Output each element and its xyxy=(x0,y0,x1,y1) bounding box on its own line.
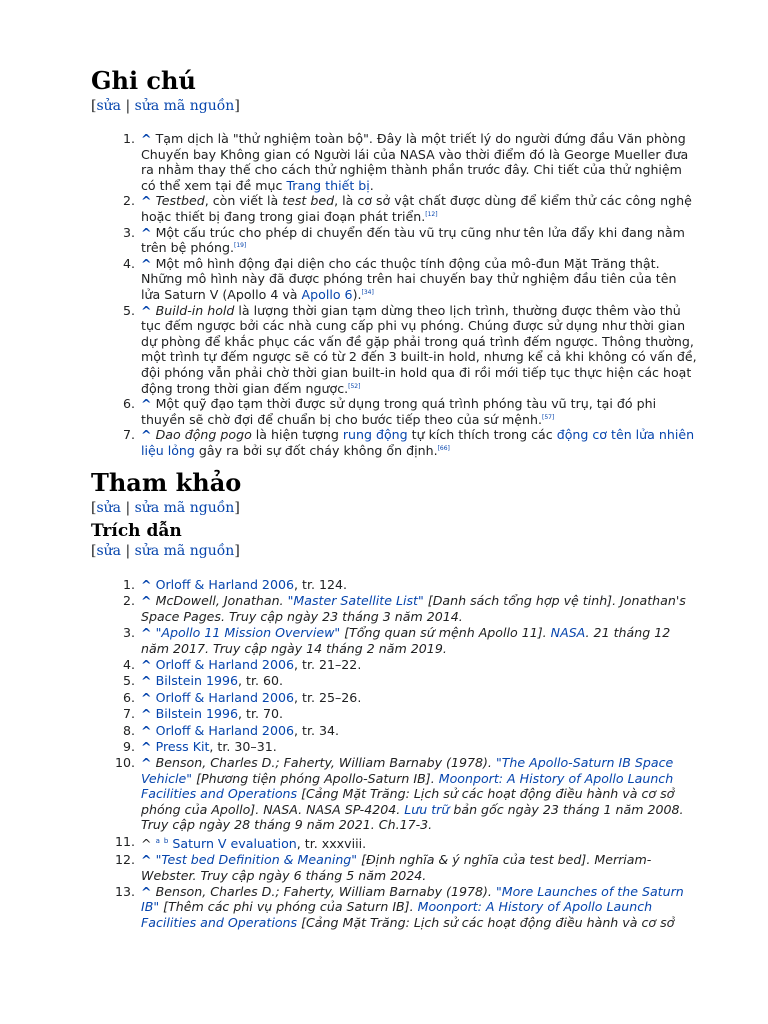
citation-item xyxy=(114,852,697,883)
citation-link[interactable]: Bilstein 1996 xyxy=(155,706,238,722)
citation-item xyxy=(122,657,697,673)
note-text: ). xyxy=(352,286,362,302)
citation-text: , tr. xxxviii. xyxy=(296,835,367,851)
note-number: 2. xyxy=(122,193,135,209)
note-term: Dao động pogo xyxy=(155,427,252,443)
citation-link[interactable]: "Apollo 11 Mission Overview" xyxy=(155,625,341,641)
backlink-a[interactable]: a xyxy=(155,836,160,845)
citation-number: 7. xyxy=(122,706,135,722)
note-item xyxy=(122,255,697,303)
edit-source-link[interactable]: sửa mã nguồn xyxy=(134,543,235,559)
note-text: , là cơ sở vật chất được dùng để kiểm thử các công nghệ hoặc thiết bị đang trong giai đoạn phát triển. xyxy=(141,193,692,224)
note-number: 3. xyxy=(122,224,135,240)
edit-source-link[interactable]: sửa mã nguồn xyxy=(134,500,235,516)
citation-link[interactable]: "Test bed Definition & Meaning" xyxy=(155,852,358,868)
backlink-caret[interactable]: ^ xyxy=(141,657,152,673)
note-text: . xyxy=(369,177,374,193)
backlink-caret[interactable]: ^ xyxy=(141,131,152,146)
note-term: test bed xyxy=(282,193,335,209)
edit-link[interactable]: sửa xyxy=(96,543,122,559)
citation-number: 1. xyxy=(122,577,135,592)
citation-text: . 21 tháng 12 năm 2017. Truy cập ngày 14 tháng 2 năm 2019. xyxy=(141,625,671,656)
citations-edit-links: [sửa | sửa mã nguồn] xyxy=(91,543,240,559)
citation-item xyxy=(114,755,697,833)
note-item xyxy=(122,224,697,256)
citation-author: McDowell, Jonathan. xyxy=(155,593,288,609)
notes-heading: Ghi chú xyxy=(91,66,196,95)
note-number: 4. xyxy=(122,255,135,271)
citation-text: , tr. 21–22. xyxy=(294,657,362,673)
citation-text: , tr. 25–26. xyxy=(294,689,362,705)
citation-text: [Định nghĩa & ý nghĩa của test bed]. Merriam-Webster. Truy cập ngày 6 tháng 5 năm 2024. xyxy=(141,852,652,883)
backlink-caret[interactable]: ^ xyxy=(141,689,152,705)
note-text: , còn viết là xyxy=(204,193,283,209)
citation-item xyxy=(122,625,697,656)
citation-text: bản gốc ngày 23 tháng 1 năm 2008. Truy cập ngày 28 tháng 9 năm 2021. Ch.17-3. xyxy=(141,801,684,833)
reference-marker[interactable]: [19] xyxy=(233,241,247,249)
citation-number: 10. xyxy=(114,755,135,771)
citation-link[interactable]: Saturn V evaluation xyxy=(172,835,297,851)
citation-text: [Phương tiện phóng Apollo-Saturn IB]. xyxy=(192,770,439,786)
citation-text: , tr. 30–31. xyxy=(209,739,277,755)
citation-number: 5. xyxy=(122,673,135,689)
note-term: Build-in hold xyxy=(155,302,235,318)
references-heading: Tham khảo xyxy=(91,468,242,497)
note-link[interactable]: rung động xyxy=(342,427,408,443)
note-text: là hiện tượng xyxy=(251,427,343,443)
note-text: Tạm dịch là "thử nghiệm toàn bộ". Đây là một triết lý do người đứng đầu Văn phòng Chuyến bay Không gian có Người lái của NASA vào thời điểm đó là George Mueller đưa ra nhằm thay thế cho cách thử nghiệm thành phần trước đây. Chi tiết của thử nghiệm có thể xem tại đề mục xyxy=(141,131,689,193)
citation-item xyxy=(114,883,697,930)
citation-link[interactable]: Press Kit xyxy=(155,739,210,755)
note-number: 1. xyxy=(122,131,135,146)
citation-item xyxy=(122,577,697,592)
citation-link[interactable]: Moonport: A History of Apollo Launch Facilities and Operations xyxy=(141,770,674,802)
backlink-caret[interactable]: ^ xyxy=(141,706,152,722)
citation-text: [Danh sách tổng hợp vệ tinh]. Jonathan's Space Pages. Truy cập ngày 23 tháng 3 năm 2014. xyxy=(141,593,686,624)
citation-number: 11. xyxy=(114,833,135,849)
reference-marker[interactable]: [34] xyxy=(361,288,374,296)
citation-number: 6. xyxy=(122,689,135,705)
edit-source-link[interactable]: sửa mã nguồn xyxy=(134,98,235,114)
citation-author: Benson, Charles D.; Faherty, William Barnaby (1978). xyxy=(155,883,496,899)
citation-number: 3. xyxy=(122,625,135,641)
backlink-caret[interactable]: ^ xyxy=(141,625,152,641)
note-link[interactable]: động cơ tên lửa nhiên liệu lỏng xyxy=(141,427,695,458)
backlink-caret[interactable]: ^ xyxy=(141,577,152,592)
archive-link[interactable]: Lưu trữ xyxy=(404,801,450,817)
citation-text: [Thêm các phi vụ phóng của Saturn IB]. xyxy=(159,899,418,915)
reference-marker[interactable]: [66] xyxy=(437,444,450,452)
citation-item xyxy=(114,833,697,852)
citation-link[interactable]: NASA xyxy=(550,625,586,641)
reference-marker[interactable]: [52] xyxy=(348,382,361,390)
backlink-caret[interactable]: ^ xyxy=(141,224,152,240)
citation-item xyxy=(122,739,697,755)
backlink-caret[interactable]: ^ xyxy=(141,427,152,443)
citation-item xyxy=(122,689,697,705)
backlink-caret[interactable]: ^ xyxy=(141,193,152,209)
citation-text: , tr. 60. xyxy=(238,673,283,689)
note-text: gây ra bởi sự đốt cháy không ổn định. xyxy=(194,442,438,458)
reference-marker[interactable]: [57] xyxy=(541,413,555,421)
note-item xyxy=(122,396,697,427)
note-term: Testbed xyxy=(155,193,205,209)
citation-link[interactable]: "More Launches of the Saturn IB" xyxy=(141,883,684,915)
backlink-caret[interactable]: ^ xyxy=(141,739,152,755)
backlink-caret[interactable]: ^ xyxy=(141,673,152,689)
citation-link[interactable]: "The Apollo-Saturn IB Space Vehicle" xyxy=(141,755,674,786)
edit-link[interactable]: sửa xyxy=(96,98,122,114)
note-text: tự kích thích trong các xyxy=(407,427,557,443)
backlink-caret[interactable]: ^ xyxy=(141,852,152,868)
citation-link[interactable]: "Master Satellite List" xyxy=(287,593,424,609)
note-link[interactable]: Apollo 6 xyxy=(301,286,353,302)
citation-link[interactable]: Orloff & Harland 2006 xyxy=(155,689,294,705)
citation-text: , tr. 70. xyxy=(238,706,283,722)
citation-link[interactable]: Orloff & Harland 2006 xyxy=(155,657,294,673)
backlink-caret[interactable]: ^ xyxy=(141,396,152,412)
note-text: Một cấu trúc cho phép di chuyển đến tàu vũ trụ cũng như tên lửa đẩy khi đang nằm trên bệ phóng. xyxy=(141,224,685,256)
citation-item xyxy=(122,722,697,738)
citation-item xyxy=(122,706,697,722)
note-link[interactable]: Trang thiết bị xyxy=(286,177,370,193)
citation-link[interactable]: Moonport: A History of Apollo Launch Facilities and Operations xyxy=(141,899,653,930)
notes-edit-links: [sửa | sửa mã nguồn] xyxy=(91,98,240,114)
citation-author: Benson, Charles D.; Faherty, William Barnaby (1978). xyxy=(155,755,496,771)
backlink-caret[interactable]: ^ xyxy=(141,302,152,318)
citation-number: 4. xyxy=(122,657,135,673)
backlink-caret[interactable]: ^ xyxy=(141,593,152,609)
citation-text: , tr. 34. xyxy=(294,722,339,738)
note-item xyxy=(122,193,697,224)
backlink-caret[interactable]: ^ xyxy=(141,255,152,271)
backlink-caret[interactable]: ^ xyxy=(141,755,152,771)
backlink-caret[interactable]: ^ xyxy=(141,722,152,738)
citation-text: [Cảng Mặt Trăng: Lịch sử các hoạt động điều hành và cơ sở phóng của Apollo]. NASA. NASA SP-4204. xyxy=(141,786,675,817)
note-number: 7. xyxy=(122,427,135,443)
note-text: là lượng thời gian tạm dừng theo lịch trình, thường được thêm vào thủ tục đếm ngược bởi các nhà cung cấp phi vụ phóng. Chúng được sử dụng như thời gian dự phòng để khắc phục các vấn đề gặp phải trong quá trình đếm ngược. Thông thường, một trình tự đếm ngược sẽ có từ 2 đến 3 built-in hold, nhưng kể cả khi không có vấn đề, đội phóng vẫn phải chờ thời gian built-in hold qua đi rồi mới tiếp tục thực hiện các hoạt động trong thời gian đếm ngược. xyxy=(141,302,697,396)
caret-label: ^ xyxy=(141,835,152,851)
note-number: 6. xyxy=(122,396,135,412)
citation-text: , tr. 124. xyxy=(294,577,348,592)
edit-link[interactable]: sửa xyxy=(96,500,122,516)
note-number: 5. xyxy=(122,302,135,318)
note-text: Một quỹ đạo tạm thời được sử dụng trong quá trình phóng tàu vũ trụ, tại đó phi thuyền sẽ chờ đợi để chuẩn bị cho bước tiếp theo của sứ mệnh. xyxy=(141,396,657,427)
backlink-b[interactable]: b xyxy=(163,836,169,845)
citation-text: [Cảng Mặt Trăng: Lịch sử các hoạt động điều hành và cơ sở xyxy=(297,914,675,930)
citation-number: 13. xyxy=(114,883,135,899)
citation-number: 12. xyxy=(114,852,135,868)
note-item xyxy=(122,302,697,397)
citations-list xyxy=(114,577,697,930)
note-item xyxy=(122,131,697,193)
references-edit-links: [sửa | sửa mã nguồn] xyxy=(91,500,240,516)
citation-link[interactable]: Orloff & Harland 2006 xyxy=(155,722,294,738)
citation-number: 8. xyxy=(122,722,135,738)
note-text: Một mô hình động đại diện cho các thuộc tính động của mô-đun Mặt Trăng thật. Những mô hình này đã được phóng trên hai chuyến bay thử nghiệm đầu tiên của tên lửa Saturn V (Apollo 4 và xyxy=(141,255,677,302)
citation-link[interactable]: Orloff & Harland 2006 xyxy=(155,577,294,592)
citation-number: 9. xyxy=(122,739,135,755)
note-item xyxy=(122,427,697,458)
citation-text: [Tổng quan sứ mệnh Apollo 11]. xyxy=(340,625,551,641)
notes-list xyxy=(122,131,697,458)
citation-link[interactable]: Bilstein 1996 xyxy=(155,673,238,689)
citation-item xyxy=(122,673,697,689)
citation-item xyxy=(122,593,697,624)
reference-marker[interactable]: [12] xyxy=(425,210,438,218)
backlink-caret[interactable]: ^ xyxy=(141,883,152,899)
citations-heading: Trích dẫn xyxy=(91,521,182,541)
citation-number: 2. xyxy=(122,593,135,609)
